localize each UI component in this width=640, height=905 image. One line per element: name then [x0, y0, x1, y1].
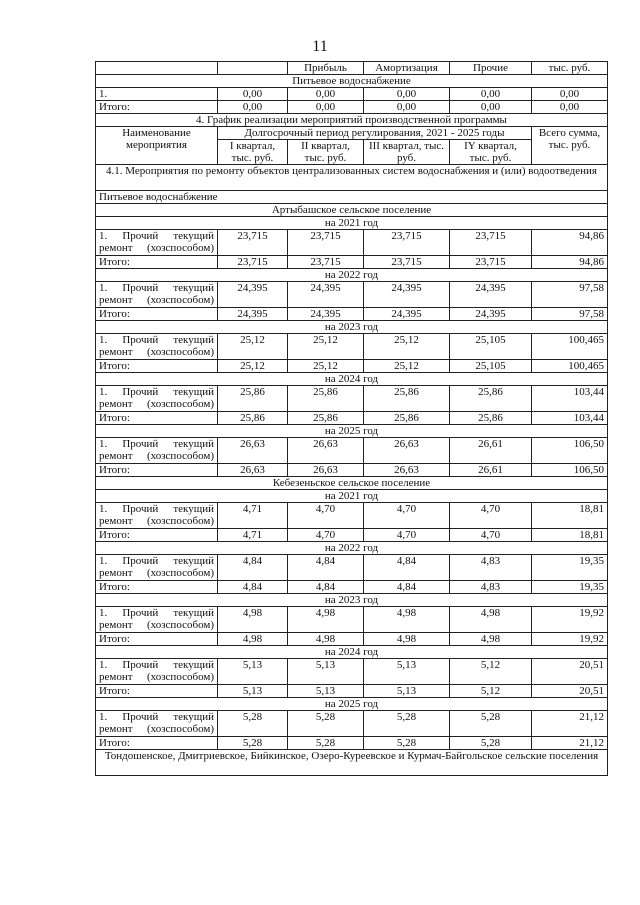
cell: 0,00 — [364, 88, 450, 101]
q4-total: 4,83 — [450, 581, 532, 594]
q2-total: 23,715 — [288, 256, 364, 269]
top-section-title: Питьевое водоснабжение — [96, 75, 608, 88]
q2-total: 24,395 — [288, 308, 364, 321]
q1-total: 25,12 — [218, 360, 288, 373]
q2-total: 25,12 — [288, 360, 364, 373]
sum-total: 100,465 — [532, 360, 608, 373]
sum-total: 97,58 — [532, 308, 608, 321]
q2-value: 4,70 — [288, 503, 364, 529]
q4-value: 25,86 — [450, 386, 532, 412]
total-row — [96, 464, 608, 477]
header-cell-units: тыс. руб. — [532, 62, 608, 75]
q4-value: 5,28 — [450, 711, 532, 737]
q1-value: 5,28 — [218, 711, 288, 737]
total-label: Итого: — [96, 256, 218, 269]
q2-total: 5,28 — [288, 737, 364, 750]
q4-value: 4,70 — [450, 503, 532, 529]
q3-value: 26,63 — [364, 438, 450, 464]
cell: 0,00 — [288, 88, 364, 101]
q2-total: 4,98 — [288, 633, 364, 646]
schedule-title: 4. График реализации мероприятий производственной программы — [96, 114, 608, 127]
total-label: Итого: — [96, 633, 218, 646]
year-label: на 2022 год — [96, 542, 608, 555]
q2-total: 5,13 — [288, 685, 364, 698]
sum-total: 18,81 — [532, 529, 608, 542]
q4-total: 23,715 — [450, 256, 532, 269]
item-name: 1. Прочий текущий ремонт (хозспособом) — [96, 438, 218, 464]
q4-total: 4,98 — [450, 633, 532, 646]
q4-total: 25,86 — [450, 412, 532, 425]
schedule-header-row — [96, 127, 608, 140]
q1-value: 5,13 — [218, 659, 288, 685]
total-row — [96, 256, 608, 269]
total-label: Итого: — [96, 581, 218, 594]
q1-total: 25,86 — [218, 412, 288, 425]
item-name: 1. Прочий текущий ремонт (хозспособом) — [96, 555, 218, 581]
q4-value: 26,61 — [450, 438, 532, 464]
q3-total: 4,98 — [364, 633, 450, 646]
table-row — [96, 711, 608, 737]
cell: 0,00 — [218, 88, 288, 101]
header-cell-profit: Прибыль — [288, 62, 364, 75]
q1-value: 4,98 — [218, 607, 288, 633]
sum-value: 97,58 — [532, 282, 608, 308]
year-label: на 2021 год — [96, 217, 608, 230]
sum-value: 103,44 — [532, 386, 608, 412]
q4-total: 5,12 — [450, 685, 532, 698]
q4-total: 24,395 — [450, 308, 532, 321]
q1-total: 4,71 — [218, 529, 288, 542]
year-label: на 2025 год — [96, 425, 608, 438]
table-row — [96, 438, 608, 464]
total-sum-header: Всего сумма, тыс. руб. — [532, 127, 608, 165]
q3-value: 25,12 — [364, 334, 450, 360]
table-row — [96, 334, 608, 360]
q1-value: 4,71 — [218, 503, 288, 529]
q2-value: 23,715 — [288, 230, 364, 256]
sum-value: 106,50 — [532, 438, 608, 464]
sum-total: 19,92 — [532, 633, 608, 646]
footer-settlements: Тондошенское, Дмитриевское, Бийкинское, Озеро-Куреевское и Курмач-Байгольское сельские поселения — [96, 750, 608, 776]
header-cell-other: Прочие — [450, 62, 532, 75]
q1-total: 24,395 — [218, 308, 288, 321]
q4-value: 23,715 — [450, 230, 532, 256]
table-row — [96, 88, 608, 101]
year-label: на 2021 год — [96, 490, 608, 503]
table-row — [96, 230, 608, 256]
sum-total: 20,51 — [532, 685, 608, 698]
item-name: 1. Прочий текущий ремонт (хозспособом) — [96, 659, 218, 685]
header-cell — [218, 62, 288, 75]
q3-total: 24,395 — [364, 308, 450, 321]
q3-total: 4,70 — [364, 529, 450, 542]
table-row — [96, 282, 608, 308]
q4-value: 25,105 — [450, 334, 532, 360]
q4-value: 4,83 — [450, 555, 532, 581]
q2-total: 4,70 — [288, 529, 364, 542]
sum-total: 103,44 — [532, 412, 608, 425]
q2-total: 25,86 — [288, 412, 364, 425]
q3-header: III квартал, тыс. руб. — [364, 140, 450, 165]
cell: 0,00 — [532, 101, 608, 114]
q3-value: 25,86 — [364, 386, 450, 412]
total-label: Итого: — [96, 737, 218, 750]
q3-value: 23,715 — [364, 230, 450, 256]
q2-value: 5,28 — [288, 711, 364, 737]
item-name: 1. Прочий текущий ремонт (хозспособом) — [96, 282, 218, 308]
header-cell — [96, 62, 218, 75]
q1-total: 23,715 — [218, 256, 288, 269]
total-label: Итого: — [96, 529, 218, 542]
item-name: 1. Прочий текущий ремонт (хозспособом) — [96, 503, 218, 529]
q1-total: 4,98 — [218, 633, 288, 646]
cell: 1. — [96, 88, 218, 101]
header-cell-amortization: Амортизация — [364, 62, 450, 75]
q3-value: 4,98 — [364, 607, 450, 633]
q1-value: 25,86 — [218, 386, 288, 412]
q2-value: 25,86 — [288, 386, 364, 412]
q2-value: 5,13 — [288, 659, 364, 685]
q3-total: 4,84 — [364, 581, 450, 594]
q1-total: 4,84 — [218, 581, 288, 594]
sum-value: 20,51 — [532, 659, 608, 685]
total-label: Итого: — [96, 360, 218, 373]
sum-value: 94,86 — [532, 230, 608, 256]
q2-value: 24,395 — [288, 282, 364, 308]
total-row — [96, 581, 608, 594]
total-row — [96, 308, 608, 321]
sum-total: 94,86 — [532, 256, 608, 269]
total-row — [96, 685, 608, 698]
item-name: 1. Прочий текущий ремонт (хозспособом) — [96, 230, 218, 256]
cell: 0,00 — [450, 88, 532, 101]
q2-value: 4,84 — [288, 555, 364, 581]
q1-value: 25,12 — [218, 334, 288, 360]
cell: 0,00 — [364, 101, 450, 114]
sum-value: 19,35 — [532, 555, 608, 581]
q4-value: 24,395 — [450, 282, 532, 308]
q3-total: 25,86 — [364, 412, 450, 425]
table-row — [96, 659, 608, 685]
total-row — [96, 101, 608, 114]
year-label: на 2024 год — [96, 646, 608, 659]
q4-header: IY квартал, тыс. руб. — [450, 140, 532, 165]
total-row — [96, 360, 608, 373]
table-row — [96, 503, 608, 529]
year-label: на 2022 год — [96, 269, 608, 282]
q1-header: I квартал, тыс. руб. — [218, 140, 288, 165]
q4-total: 25,105 — [450, 360, 532, 373]
year-label: на 2025 год — [96, 698, 608, 711]
section-4-1-title: 4.1. Мероприятия по ремонту объектов централизованных систем водоснабжения и (или) водоотведения — [96, 165, 608, 191]
table-row — [96, 555, 608, 581]
q4-total: 26,61 — [450, 464, 532, 477]
total-row — [96, 737, 608, 750]
q4-value: 5,12 — [450, 659, 532, 685]
q2-total: 4,84 — [288, 581, 364, 594]
q1-value: 24,395 — [218, 282, 288, 308]
total-row — [96, 633, 608, 646]
q3-total: 5,13 — [364, 685, 450, 698]
q2-total: 26,63 — [288, 464, 364, 477]
q3-value: 4,70 — [364, 503, 450, 529]
total-label: Итого: — [96, 308, 218, 321]
water-supply-label: Питьевое водоснабжение — [96, 191, 608, 204]
sum-value: 21,12 — [532, 711, 608, 737]
q1-total: 5,13 — [218, 685, 288, 698]
q2-value: 26,63 — [288, 438, 364, 464]
table-row — [96, 386, 608, 412]
q4-total: 5,28 — [450, 737, 532, 750]
q3-total: 23,715 — [364, 256, 450, 269]
production-program-table — [95, 61, 608, 776]
table-row — [96, 607, 608, 633]
sum-total: 19,35 — [532, 581, 608, 594]
q3-total: 5,28 — [364, 737, 450, 750]
col-name-header: Наименование мероприятия — [96, 127, 218, 165]
total-label: Итого: — [96, 685, 218, 698]
sum-total: 21,12 — [532, 737, 608, 750]
cell: 0,00 — [218, 101, 288, 114]
year-label: на 2023 год — [96, 321, 608, 334]
q2-header: II квартал, тыс. руб. — [288, 140, 364, 165]
item-name: 1. Прочий текущий ремонт (хозспособом) — [96, 711, 218, 737]
cell: Итого: — [96, 101, 218, 114]
item-name: 1. Прочий текущий ремонт (хозспособом) — [96, 607, 218, 633]
settlement-name: Кебезеньское сельское поселение — [96, 477, 608, 490]
q1-value: 23,715 — [218, 230, 288, 256]
funding-header-row — [96, 62, 608, 75]
q1-value: 4,84 — [218, 555, 288, 581]
q4-value: 4,98 — [450, 607, 532, 633]
q4-total: 4,70 — [450, 529, 532, 542]
q3-value: 5,13 — [364, 659, 450, 685]
q3-value: 24,395 — [364, 282, 450, 308]
q3-total: 25,12 — [364, 360, 450, 373]
year-label: на 2024 год — [96, 373, 608, 386]
q1-total: 5,28 — [218, 737, 288, 750]
sum-total: 106,50 — [532, 464, 608, 477]
total-label: Итого: — [96, 464, 218, 477]
year-label: на 2023 год — [96, 594, 608, 607]
cell: 0,00 — [450, 101, 532, 114]
q3-value: 5,28 — [364, 711, 450, 737]
sum-value: 18,81 — [532, 503, 608, 529]
item-name: 1. Прочий текущий ремонт (хозспособом) — [96, 386, 218, 412]
item-name: 1. Прочий текущий ремонт (хозспособом) — [96, 334, 218, 360]
total-row — [96, 529, 608, 542]
cell: 0,00 — [288, 101, 364, 114]
sum-value: 19,92 — [532, 607, 608, 633]
total-label: Итого: — [96, 412, 218, 425]
q2-value: 25,12 — [288, 334, 364, 360]
settlement-name: Артыбашское сельское поселение — [96, 204, 608, 217]
q3-value: 4,84 — [364, 555, 450, 581]
total-row — [96, 412, 608, 425]
page-number: 11 — [312, 38, 328, 55]
q3-total: 26,63 — [364, 464, 450, 477]
q2-value: 4,98 — [288, 607, 364, 633]
period-header: Долгосрочный период регулирования, 2021 - 2025 годы — [218, 127, 532, 140]
q1-total: 26,63 — [218, 464, 288, 477]
sum-value: 100,465 — [532, 334, 608, 360]
cell: 0,00 — [532, 88, 608, 101]
q1-value: 26,63 — [218, 438, 288, 464]
